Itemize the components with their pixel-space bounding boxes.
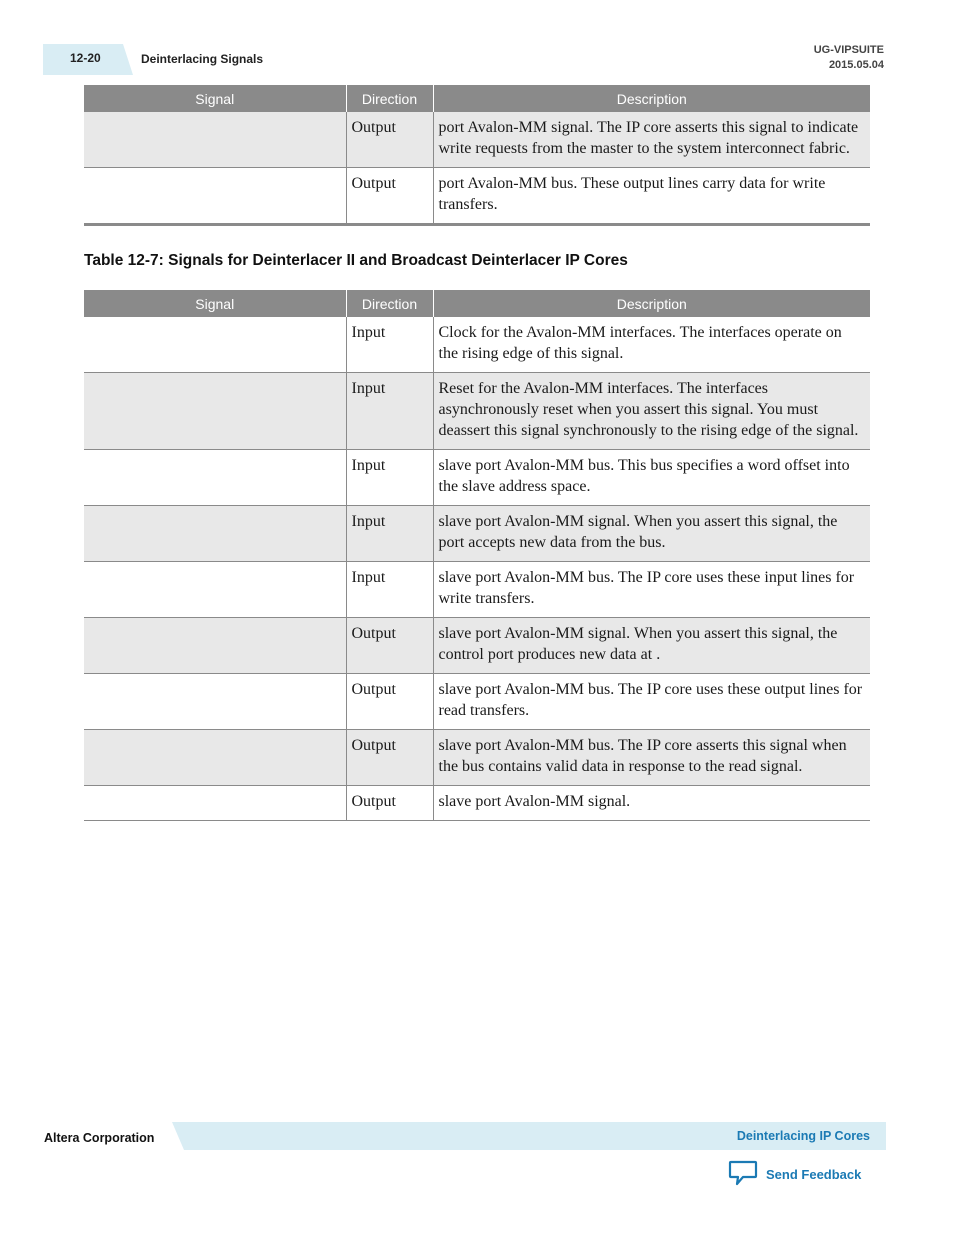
description-cell: slave port Avalon-MM signal. When you assert this signal, the control port produces new data at . xyxy=(433,618,870,674)
col-header-description: Description xyxy=(433,85,870,112)
direction-cell: Output xyxy=(346,618,433,674)
table-row xyxy=(84,618,870,674)
signals-table-deinterlacer-ii xyxy=(84,290,870,821)
signal-cell xyxy=(84,618,346,674)
send-feedback-link[interactable] xyxy=(728,1160,861,1189)
table-row xyxy=(84,786,870,821)
table-row xyxy=(84,168,870,225)
signal-cell xyxy=(84,373,346,450)
direction-cell: Input xyxy=(346,562,433,618)
doc-info xyxy=(814,43,884,73)
description-cell: slave port Avalon-MM signal. When you assert this signal, the port accepts new data from the bus. xyxy=(433,506,870,562)
col-header-direction: Direction xyxy=(346,85,433,112)
table-row xyxy=(84,317,870,373)
table-header-row xyxy=(84,85,870,112)
col-header-signal: Signal xyxy=(84,85,346,112)
direction-cell: Output xyxy=(346,112,433,168)
signal-cell xyxy=(84,674,346,730)
description-cell: slave port Avalon-MM bus. The IP core uses these output lines for read transfers. xyxy=(433,674,870,730)
table-header-row xyxy=(84,290,870,317)
direction-cell: Input xyxy=(346,506,433,562)
signal-cell xyxy=(84,317,346,373)
signal-cell xyxy=(84,168,346,225)
direction-cell: Input xyxy=(346,317,433,373)
table-row xyxy=(84,373,870,450)
table-row xyxy=(84,450,870,506)
table-row xyxy=(84,506,870,562)
send-feedback-label: Send Feedback xyxy=(766,1167,862,1182)
direction-cell: Output xyxy=(346,674,433,730)
page-number: 12-20 xyxy=(70,51,101,65)
description-cell: slave port Avalon-MM bus. This bus specifies a word offset into the slave address space. xyxy=(433,450,870,506)
signals-table-continued xyxy=(84,85,870,226)
table-row xyxy=(84,112,870,168)
direction-cell: Output xyxy=(346,786,433,821)
col-header-description: Description xyxy=(433,290,870,317)
doc-id: UG-VIPSUITE xyxy=(813,44,884,56)
table-row xyxy=(84,730,870,786)
company-name: Altera Corporation xyxy=(44,1131,155,1145)
direction-cell: Input xyxy=(346,450,433,506)
table-caption: Table 12-7: Signals for Deinterlacer II and Broadcast Deinterlacer IP Cores xyxy=(84,252,628,269)
col-header-signal: Signal xyxy=(84,290,346,317)
signal-cell xyxy=(84,450,346,506)
chapter-link[interactable]: Deinterlacing IP Cores xyxy=(736,1129,870,1143)
description-cell: Clock for the Avalon-MM interfaces. The interfaces operate on the rising edge of this signal. xyxy=(433,317,870,373)
signal-cell xyxy=(84,730,346,786)
description-cell: slave port Avalon-MM bus. The IP core uses these input lines for write transfers. xyxy=(433,562,870,618)
speech-bubble-icon xyxy=(728,1160,758,1189)
description-cell: Reset for the Avalon-MM interfaces. The interfaces asynchronously reset when you assert this signal. You must deassert this signal synchronously to the rising edge of the signal. xyxy=(433,373,870,450)
description-cell: port Avalon-MM signal. The IP core asserts this signal to indicate write requests from the master to the system interconnect fabric. xyxy=(433,112,870,168)
direction-cell: Input xyxy=(346,373,433,450)
direction-cell: Output xyxy=(346,730,433,786)
direction-cell: Output xyxy=(346,168,433,225)
description-cell: slave port Avalon-MM signal. xyxy=(433,786,870,821)
section-title: Deinterlacing Signals xyxy=(141,52,264,66)
doc-date: 2015.05.04 xyxy=(828,59,884,71)
description-cell: port Avalon-MM bus. These output lines carry data for write transfers. xyxy=(433,168,870,225)
signal-cell xyxy=(84,562,346,618)
signal-cell xyxy=(84,112,346,168)
col-header-direction: Direction xyxy=(346,290,433,317)
signal-cell xyxy=(84,786,346,821)
table-row xyxy=(84,562,870,618)
table-row xyxy=(84,674,870,730)
signal-cell xyxy=(84,506,346,562)
description-cell: slave port Avalon-MM bus. The IP core asserts this signal when the bus contains valid data in response to the read signal. xyxy=(433,730,870,786)
